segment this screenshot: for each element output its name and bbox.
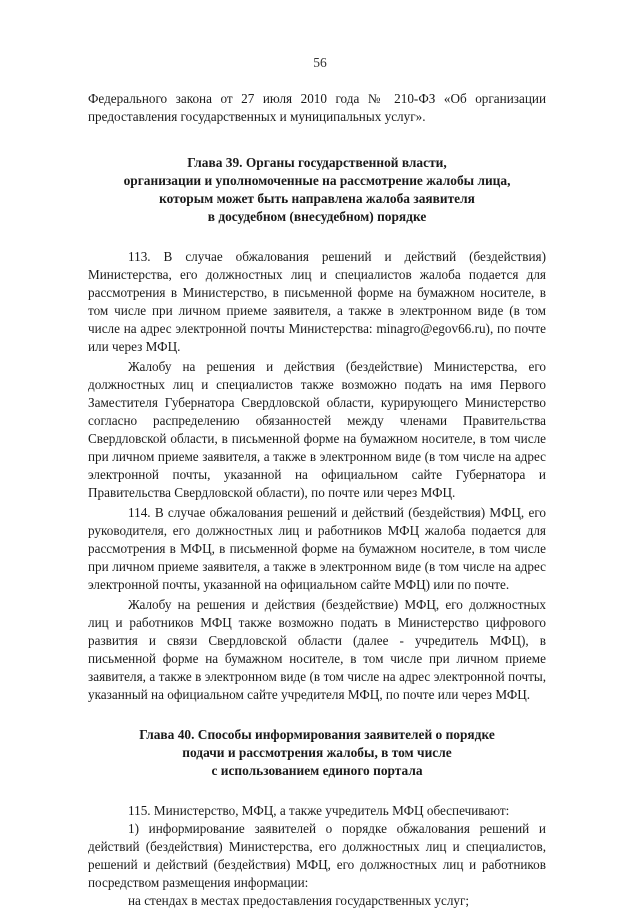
chapter-39-heading-line: в досудебном (внесудебном) порядке xyxy=(207,209,427,224)
chapter-39-heading-line: которым может быть направлена жалоба заявителя xyxy=(159,191,475,206)
paragraph-114: 114. В случае обжалования решений и действий (бездействия) МФЦ, его руководителя, его должностных лиц и работников МФЦ жалоба подается для рассмотрения в МФЦ, в письменной форме на бумажном носителе, в том числе при личном приеме заявителя, а также в электронном виде (в том числе на адрес электронной почты, указанной на официальном сайте МФЦ) или по почте. xyxy=(88,505,546,592)
paragraph-115-item-1: 1) информирование заявителей о порядке обжалования решений и действий (бездействия) Министерства, его должностных лиц и специалистов, решений и действий (бездействия) МФЦ, его должностных лиц и работников посредством размещения информации: xyxy=(88,821,546,890)
document-body xyxy=(88,90,546,910)
page-number: 56 xyxy=(313,55,327,70)
chapter-39-heading-line: организации и уполномоченные на рассмотрение жалобы лица, xyxy=(123,173,511,188)
paragraph-115-stands: на стендах в местах предоставления государственных услуг; xyxy=(128,893,470,908)
chapter-40-heading xyxy=(88,726,546,780)
paragraph-115: 115. Министерство, МФЦ, а также учредитель МФЦ обеспечивают: xyxy=(128,803,510,818)
paragraph-113-appeal-governor: Жалобу на решения и действия (бездействие) Министерства, его должностных лиц и специалистов также возможно подать на имя Первого Заместителя Губернатора Свердловской области, курирующего Министерство согласно распределению обязанностей между членами Правительства Свердловской области, в письменной форме на бумажном носителе, в том числе при личном приеме заявителя, а также в электронном виде (в том числе на адрес электронной почты, указанной на официальном сайте Губернатора и Правительства Свердловской области), по почте или через МФЦ. xyxy=(88,359,546,500)
chapter-40-heading-line: Глава 40. Способы информирования заявителей о порядке xyxy=(139,727,495,742)
chapter-39-heading-line: Глава 39. Органы государственной власти, xyxy=(187,155,447,170)
chapter-40-heading-line: подачи и рассмотрения жалобы, в том числе xyxy=(182,745,452,760)
intro-paragraph: Федерального закона от 27 июля 2010 года № 210-ФЗ «Об организации предоставления государственных и муниципальных услуг». xyxy=(88,91,546,124)
paragraph-113: 113. В случае обжалования решений и действий (бездействия) Министерства, его должностных лиц и специалистов жалоба подается для рассмотрения в Министерство, в письменной форме на бумажном носителе, в том числе при личном приеме заявителя, а также в электронном виде (в том числе на адрес электронной почты Министерства: minagro@egov66.ru), по почте или через МФЦ. xyxy=(88,249,546,354)
chapter-40-section xyxy=(88,802,546,910)
chapter-39-heading xyxy=(88,154,546,226)
paragraph-114-appeal-founder: Жалобу на решения и действия (бездействие) МФЦ, его должностных лиц и работников МФЦ также возможно подать в Министерство цифрового развития и связи Свердловской области (далее - учредитель МФЦ), в письменной форме на бумажном носителе, в том числе при личном приеме заявителя, а также в электронном виде (в том числе на адрес электронной почты, указанный на официальном сайте учредителя МФЦ, по почте или через МФЦ. xyxy=(88,597,546,702)
chapter-39-section xyxy=(88,248,546,704)
chapter-40-heading-line: с использованием единого портала xyxy=(211,763,423,778)
